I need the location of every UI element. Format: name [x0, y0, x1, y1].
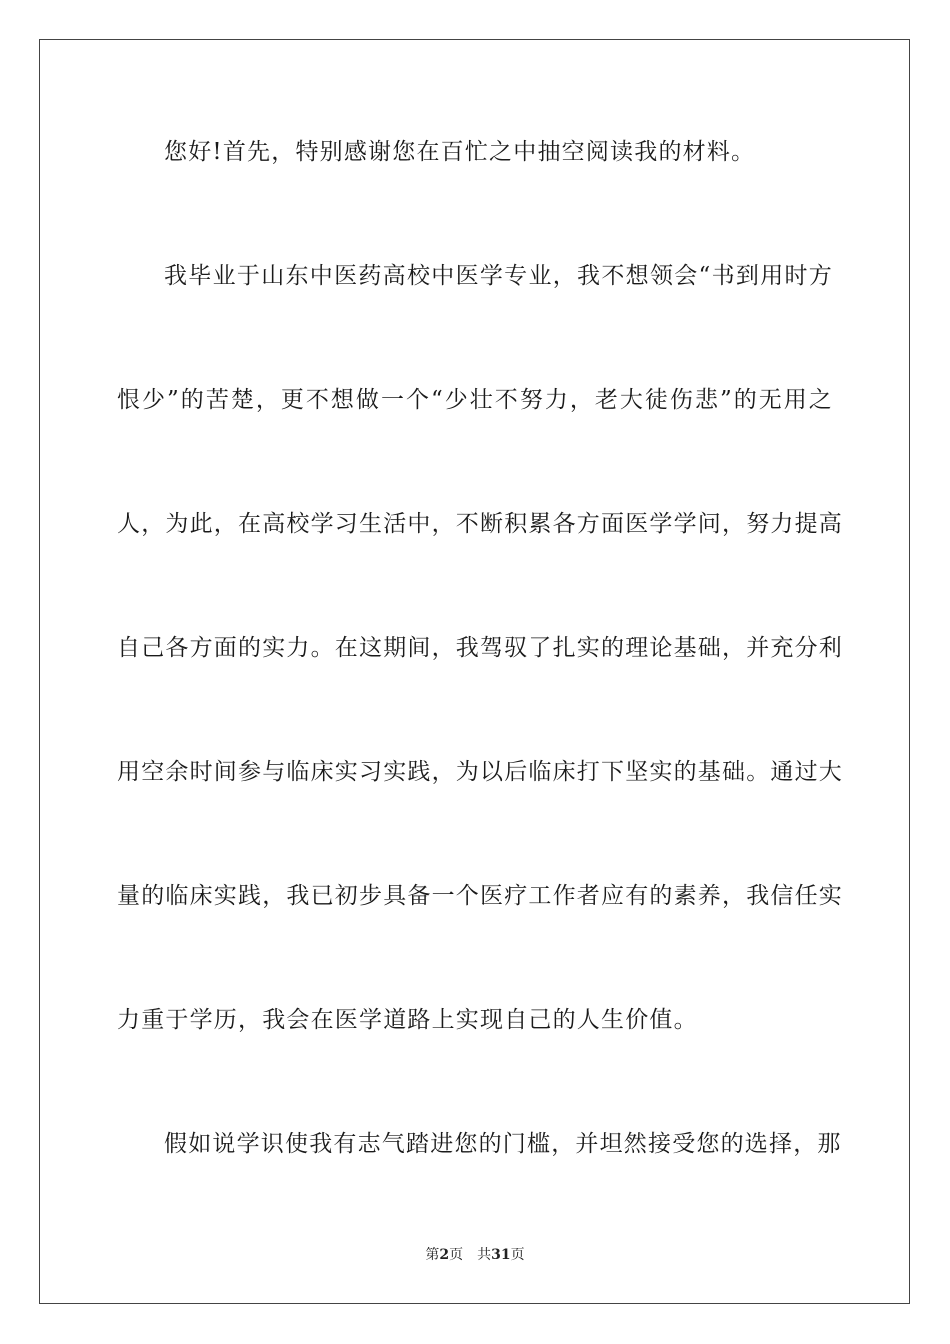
page-border: [39, 39, 910, 1304]
footer-total-prefix: 共: [477, 1247, 492, 1263]
paragraph-3-line-1: 假如说学识使我有志气踏进您的门槛，并坦然接受您的选择，那: [164, 1131, 842, 1157]
page-footer: [0, 1246, 950, 1264]
footer-total-number: 31: [491, 1247, 511, 1263]
paragraph-2-line-4: 自己各方面的实力。在这期间，我驾驭了扎实的理论基础，并充分利: [117, 635, 843, 661]
footer-total-suffix: 页: [510, 1247, 525, 1263]
paragraph-1-line-1: 您好!首先，特别感谢您在百忙之中抽空阅读我的材料。: [164, 139, 756, 165]
footer-page-prefix: 第: [425, 1247, 440, 1263]
paragraph-2-line-5: 用空余时间参与临床实习实践，为以后临床打下坚实的基础。通过大: [117, 759, 843, 785]
paragraph-2-line-3: 人，为此，在高校学习生活中，不断积累各方面医学学问，努力提高: [117, 511, 843, 537]
footer-page-suffix: 页: [449, 1247, 464, 1263]
paragraph-2-line-2: 恨少”的苦楚，更不想做一个“少壮不努力，老大徒伤悲”的无用之: [117, 387, 833, 413]
paragraph-2-line-7: 力重于学历，我会在医学道路上实现自己的人生价值。: [117, 1007, 698, 1033]
footer-page-number: 2: [439, 1247, 450, 1263]
paragraph-2-line-6: 量的临床实践，我已初步具备一个医疗工作者应有的素养，我信任实: [117, 883, 843, 909]
paragraph-2-line-1: 我毕业于山东中医药高校中医学专业，我不想领会“书到用时方: [164, 263, 833, 289]
